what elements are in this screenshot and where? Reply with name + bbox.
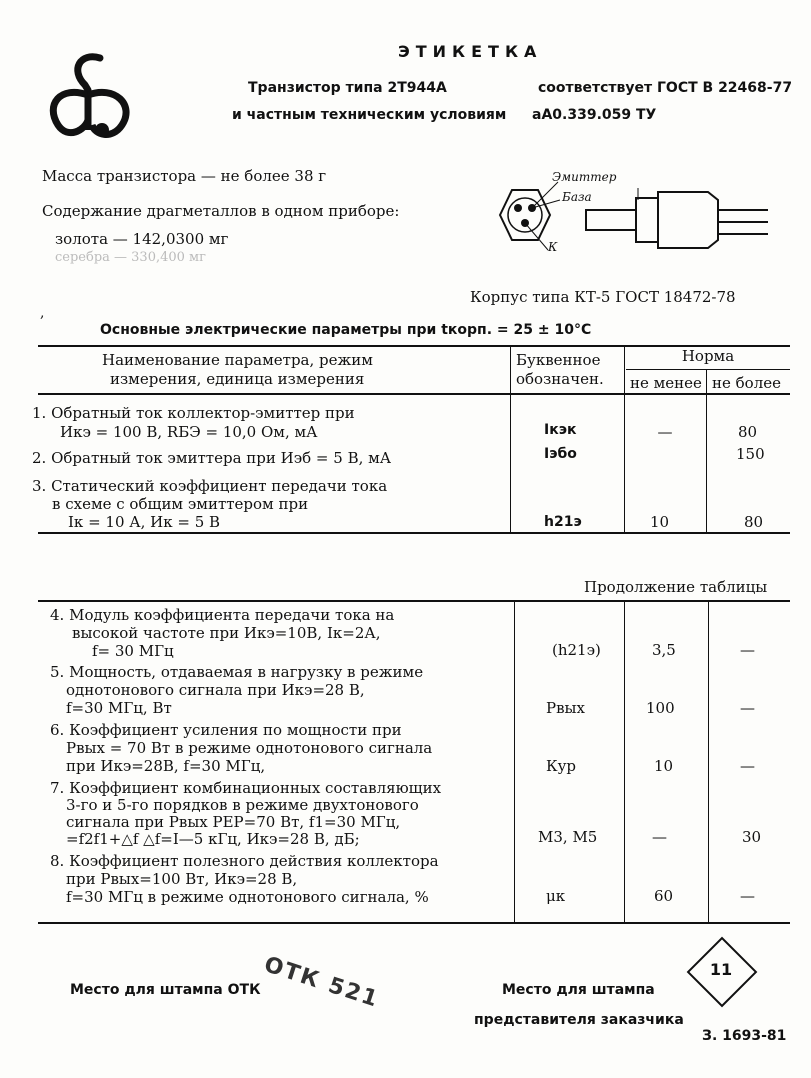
table-title: Основные электрические параметры при tкорп. = 25 ± 10°С <box>100 322 592 338</box>
tech-conditions-code: аА0.339.059 ТУ <box>532 107 657 123</box>
row4-symbol: (h21э) <box>552 641 601 659</box>
row7-line2: 3-го и 5-го порядков в режиме двухтонового <box>66 796 419 814</box>
table2-bottom-rule <box>38 922 790 924</box>
row1-min: — <box>657 423 673 441</box>
row4-line1: 4. Модуль коэффициента передачи тока на <box>50 606 395 624</box>
row8-line3: f=30 МГц в режиме однотонового сигнала, % <box>66 888 429 906</box>
row1-line1: 1. Обратный ток коллектор-эмиттер при <box>32 404 355 422</box>
row7-line3: сигнала при Рвых PEP=70 Вт, f1=30 МГц, <box>66 813 401 831</box>
label-title: ЭТИКЕТКА <box>398 42 543 61</box>
otk-stamp-place: Место для штампа ОТК <box>70 982 261 998</box>
row2-symbol: Iэбо <box>544 446 577 462</box>
stray-mark: , <box>40 305 45 321</box>
row7-symbol: М3, М5 <box>538 828 598 846</box>
row6-line3: при Икэ=28В, f=30 МГц, <box>66 757 266 775</box>
row7-max: 30 <box>742 828 762 846</box>
row3-max: 80 <box>744 513 764 531</box>
gold-content: золота — 142,0300 мг <box>55 230 229 248</box>
metals-heading: Содержание драгметаллов в одном приборе: <box>42 202 400 220</box>
row6-line1: 6. Коэффициент усиления по мощности при <box>50 721 402 739</box>
head-sym-l2: обозначен. <box>516 370 604 388</box>
table2-top-rule <box>38 600 790 602</box>
row4-line3: f= 30 МГц <box>92 642 174 660</box>
row8-line1: 8. Коэффициент полезного действия коллектора <box>50 852 439 870</box>
head-min: не менее <box>630 374 702 392</box>
quality-diamond-number: 11 <box>709 960 733 979</box>
table2-col-sym <box>514 600 515 922</box>
row8-line2: при Рвых=100 Вт, Икэ=28 В, <box>66 870 298 888</box>
mass-text: Масса транзистора — не более 38 г <box>42 167 327 185</box>
table-top-rule <box>38 345 790 347</box>
row5-symbol: Рвых <box>546 699 585 717</box>
col-divider-min <box>624 345 625 532</box>
transistor-type: Транзистор типа 2Т944А <box>248 80 447 96</box>
row1-max: 80 <box>738 423 758 441</box>
table-bottom-rule <box>38 532 790 534</box>
head-max: не более <box>712 374 781 392</box>
continuation-label: Продолжение таблицы <box>584 578 768 596</box>
row8-max: — <box>740 887 755 905</box>
row6-max: — <box>740 757 755 775</box>
customer-stamp-l2: представителя заказчика <box>474 1012 684 1028</box>
row5-min: 100 <box>646 699 675 717</box>
row5-line1: 5. Мощность, отдаваемая в нагрузку в режиме <box>50 663 424 681</box>
row7-min: — <box>652 828 667 846</box>
row1-symbol: Iкэк <box>544 422 577 438</box>
print-code: З. 1693-81 <box>702 1028 787 1044</box>
row5-max: — <box>740 699 755 717</box>
row6-min: 10 <box>654 757 674 775</box>
row7-line4: =f2f1+△f △f=I—5 кГц, Икэ=28 В, дБ; <box>66 830 360 848</box>
collector-label: К <box>548 240 558 254</box>
col-divider-max <box>706 369 707 532</box>
row7-line1: 7. Коэффициент комбинационных составляющих <box>50 779 442 797</box>
col-divider-sym <box>510 345 511 532</box>
silver-content: серебра — 330,400 мг <box>55 250 206 265</box>
tech-conditions-label: и частным техническим условиям <box>232 107 507 123</box>
head-sym-l1: Буквенное <box>516 351 601 369</box>
customer-stamp-l1: Место для штампа <box>502 982 655 998</box>
row6-symbol: Кур <box>546 757 577 775</box>
row6-line2: Рвых = 70 Вт в режиме однотонового сигнала <box>66 739 433 757</box>
row3-line3: Iк = 10 А, Ик = 5 В <box>68 513 221 531</box>
row3-line2: в схеме с общим эмиттером при <box>52 495 309 513</box>
row8-min: 60 <box>654 887 674 905</box>
row4-min: 3,5 <box>652 641 676 659</box>
manufacturer-logo <box>40 50 140 150</box>
row5-line3: f=30 МГц, Вт <box>66 699 172 717</box>
table-head-rule <box>38 393 790 395</box>
row5-line2: однотонового сигнала при Икэ=28 В, <box>66 681 365 699</box>
gost-standard: соответствует ГОСТ В 22468-77 <box>538 80 793 96</box>
row2-line1: 2. Обратный ток эмиттера при Иэб = 5 В, мА <box>32 449 392 467</box>
table2-col-min <box>624 600 625 922</box>
row2-max: 150 <box>736 445 765 463</box>
otk-stamp: ОТК 521 <box>261 952 383 1013</box>
transistor-case-diagram <box>488 170 788 260</box>
row3-line1: 3. Статический коэффициент передачи тока <box>32 477 388 495</box>
row4-max: — <box>740 641 755 659</box>
row3-symbol: h21э <box>544 514 582 530</box>
emitter-label: Эмиттер <box>552 170 617 184</box>
row8-symbol: μк <box>546 887 566 905</box>
row3-min: 10 <box>650 513 670 531</box>
case-type: Корпус типа КТ-5 ГОСТ 18472-78 <box>470 288 736 306</box>
head-norm: Норма <box>681 347 735 365</box>
base-label: База <box>562 190 592 204</box>
row4-line2: высокой частоте при Икэ=10В, Iк=2А, <box>72 624 381 642</box>
table2-col-max <box>708 600 709 922</box>
row1-line2: Икэ = 100 В, RБЭ = 10,0 Ом, мА <box>60 423 318 441</box>
head-name-l1: Наименование параметра, режим <box>102 351 373 369</box>
head-name-l2: измерения, единица измерения <box>110 370 365 388</box>
norm-sub-rule <box>626 369 790 370</box>
